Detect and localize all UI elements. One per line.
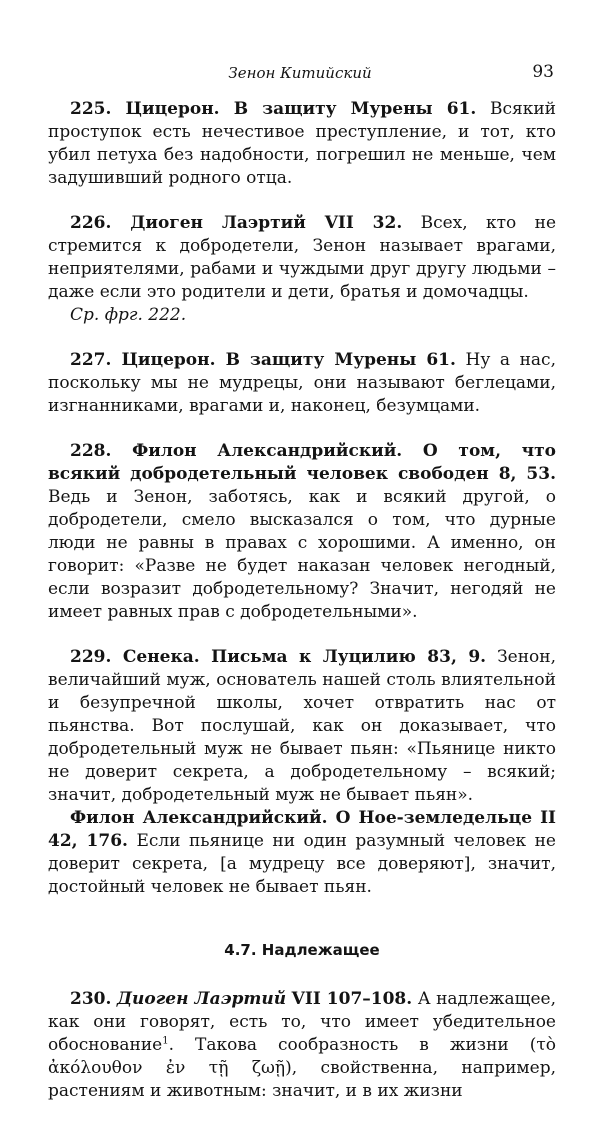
fragment-source: 228. Филон Александрийский. О том, что всякий добродетельный человек свободен 8, 53. — [48, 441, 556, 484]
fragment-230 — [48, 988, 556, 1103]
footnote-marker[interactable]: 1 — [162, 1035, 169, 1047]
fragment-text: Ведь и Зенон, заботясь, как и всякий другой, о добродетели, смело высказался о том, что дурные люди не равны в правах с хорошими. А именно, он говорит: «Разве не будет наказан человек негодный, если возразит добродетельному? Значит, негодяй не имеет равных прав с добродетельными». — [48, 487, 556, 622]
fragment-parallel-source: Филон Александрийский. О Ное-земледельце II 42, 176. — [48, 808, 556, 851]
fragment-229 — [48, 646, 556, 899]
cross-reference: Ср. фрг. 222. — [70, 305, 187, 325]
fragment-source: 229. Сенека. Письма к Луцилию 83, 9. — [70, 647, 487, 667]
fragment-number: 230. — [70, 989, 112, 1009]
section-heading: 4.7. Надлежащее — [224, 941, 380, 959]
fragment-parallel-text: Если пьянице ни один разумный человек не доверит секрета, [а мудрецу все доверяют], значит, достойный человек не бывает пьян. — [48, 831, 556, 897]
running-title: Зенон Китийский — [228, 64, 372, 82]
fragment-ref: VII 107–108. — [291, 989, 413, 1009]
fragment-text: Всех, кто не стремится к добродетели, Зенон называет врагами, неприятелями, рабами и чуждыми друг другу людьми – даже если это родители и дети, братья и домочадцы. — [48, 213, 557, 302]
fragment-225 — [48, 98, 556, 190]
fragment-text-cont: . Такова сообразность в жизни (τὸ ἀκόλουθον ἐν τῇ ζωῇ), свойственна, например, растениям и животным: значит, и в их жизни — [48, 1035, 556, 1101]
fragment-source: 226. Диоген Лаэртий VII 32. — [70, 213, 403, 233]
fragment-text: Ну а нас, поскольку мы не мудрецы, они называют беглецами, изгнанниками, врагами и, наконец, безумцами. — [48, 350, 556, 416]
fragment-source: 225. Цицерон. В защиту Мурены 61. — [70, 99, 477, 119]
page-number: 93 — [532, 62, 554, 82]
fragment-227 — [48, 349, 556, 418]
fragment-228 — [48, 440, 556, 624]
fragment-226 — [48, 212, 556, 327]
fragment-text: Всякий проступок есть нечестивое преступление, и тот, кто убил петуха без надобности, погрешил не меньше, чем задушивший родного отца. — [48, 99, 556, 188]
fragment-author: Диоген Лаэртий — [116, 989, 287, 1009]
fragment-text: Зенон, величайший муж, основатель нашей столь влиятельной и безупречной школы, хочет отвратить нас от пьянства. Вот послушай, как он доказывает, что добродетельный муж не бывает пьян: «Пьянице никто не доверит секрета, а добродетельному – всякий; значит, добродетельный муж не бывает пьян». — [48, 647, 557, 805]
page-body — [48, 98, 556, 1125]
fragment-text: А надлежащее, как они говорят, есть то, что имеет убедительное обоснование — [48, 989, 556, 1055]
fragment-source: 227. Цицерон. В защиту Мурены 61. — [70, 350, 456, 370]
